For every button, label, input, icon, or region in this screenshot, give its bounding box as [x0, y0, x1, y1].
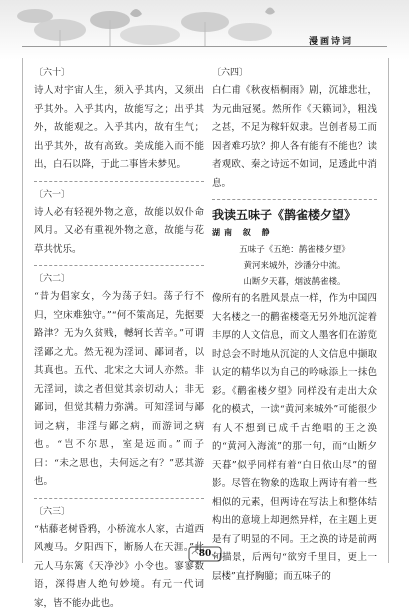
lotus-banner-image	[0, 0, 409, 60]
section-paragraph: 诗人必有轻视外物之意，故能以奴仆命风月。又必有重视外物之意，故能与花草共忧乐。	[34, 204, 204, 260]
section-paragraph: “枯藤老树昏鸦，小桥流水人家，古道西风瘦马。夕阳西下，断肠人在天涯。”此元人马东篱《天净沙》小令也。寥寥数语，深得唐人绝句妙境。有元一代词家，皆不能办此也。	[34, 521, 204, 613]
section-heading: 〔六三〕	[34, 505, 204, 519]
article-byline: 湖南 叙 静	[212, 227, 377, 238]
section-62	[34, 272, 204, 492]
poem-block	[212, 242, 377, 290]
article	[212, 206, 377, 586]
section-paragraph: 诗人对宇宙人生，须入乎其内，又须出乎其外。入乎其内，故能写之；出乎其外，故能观之。入乎其内，故有生气；出乎其外，故有高致。美成能入而不能出，白石以降，于此二事皆未梦见。	[34, 82, 204, 175]
section-heading: 〔六一〕	[34, 188, 204, 202]
section-64	[212, 66, 377, 193]
article-paragraph: 像所有的名胜风景点一样，作为中国四大名楼之一的鹳雀楼毫无另外地沉淀着丰厚的人文信息，而文人墨客们在游览时总会不时地从沉淀的人文信息中撷取认定的精华以为自己的吟咏添上一抹色彩。《鹳雀楼夕望》同样没有走出大众化的模式，一读“黄河来城外”可能很少有人不想到已成千古绝唱的王之涣的“黄河入海流”的那一句，而“山断夕天暮”似乎同样有着“白日依山尽”的留影。尽管在物象的选取上两诗有着一些相似的元素，但两诗在写法上和整体结构出的意境上却迥然异样，在主题上更是有了明显的不同。王之涣的诗是前两句描景，后两句“欲穷千里目，更上一层楼”直抒胸臆；而五味子的	[212, 290, 377, 586]
article-title: 我读五味子《鹊雀楼夕望》	[212, 206, 377, 224]
section-63	[34, 505, 204, 613]
section-heading: 〔六二〕	[34, 272, 204, 286]
header-banner	[0, 0, 409, 60]
header-title: 漫画诗词	[309, 34, 353, 47]
left-column	[34, 66, 204, 613]
right-column	[212, 66, 377, 586]
page-number: 80	[188, 546, 222, 562]
section-divider	[212, 199, 377, 200]
section-divider	[34, 498, 204, 499]
section-heading: 〔六十〕	[34, 66, 204, 80]
section-paragraph: 白仁甫《秋夜梧桐雨》剧，沉雄悲壮，为元曲冠冕。然所作《天籁词》，粗浅之甚，不足为稼轩奴隶。岂创者易工而因者难巧欤？抑人各有能有不能也？读者观欧、秦之诗远不如词，足透此中消息。	[212, 82, 377, 193]
section-divider	[34, 265, 204, 266]
poem-line: 黄河来城外，沙潘分中流。	[212, 258, 377, 274]
section-paragraph: “昔为倡家女，今为荡子妇。荡子行不归，空床难独守。”“何不策高足，先据要路津？无为久贫贱，轗轲长苦辛。”可谓淫鄙之尤。然无视为淫词、鄙词者，以其真也。五代、北宋之大词人亦然。非无淫词，读之者但觉其亲切动人；非无鄙词，但觉其精力弥满。可知淫词与鄙词之病，非淫与鄙之病，而游词之病也。“岂不尔思，室是远而。”而子曰：“未之思也，夫何远之有？”恶其游也。	[34, 288, 204, 492]
section-61	[34, 188, 204, 260]
poem-line: 山断夕天暮，烟波鹊雀楼。	[212, 274, 377, 290]
section-heading: 〔六四〕	[212, 66, 377, 80]
section-60	[34, 66, 204, 175]
section-divider	[34, 181, 204, 182]
page-number-badge	[188, 546, 222, 562]
poem-line: 五味子《五绝：鹊雀楼夕望》	[212, 242, 377, 258]
